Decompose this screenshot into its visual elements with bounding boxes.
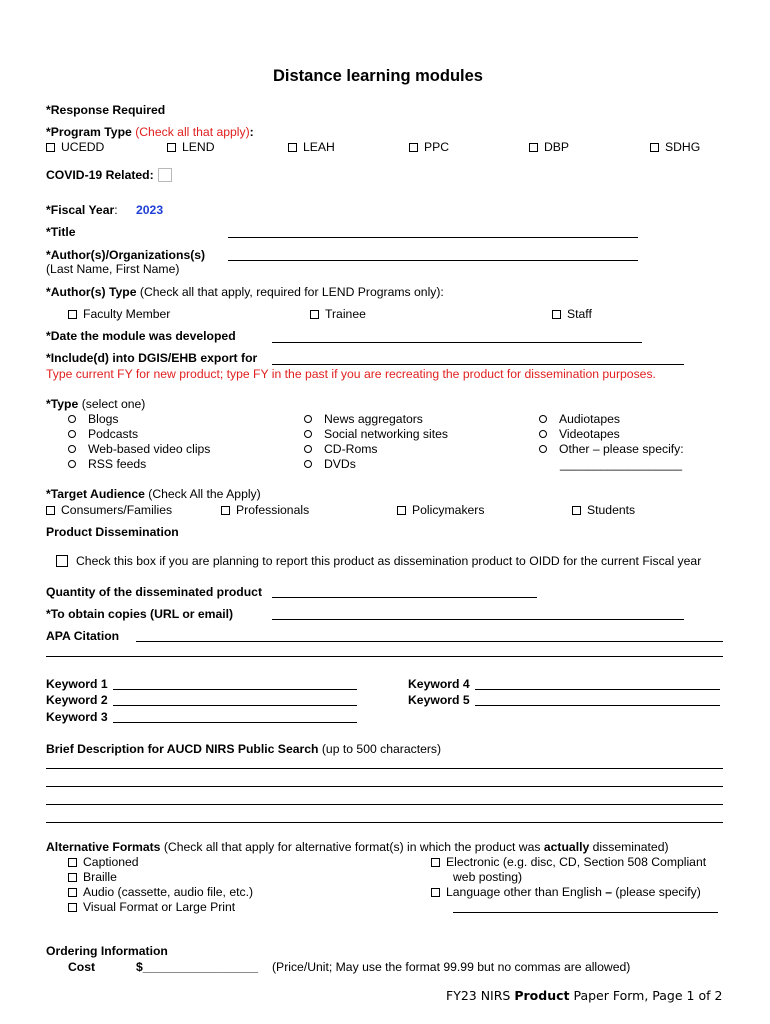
response-required-note: *Response Required bbox=[46, 103, 166, 117]
checkbox-icon[interactable] bbox=[46, 143, 55, 152]
include-export-note: Type current FY for new product; type FY in the past if you are recreating the product for dissemination purposes. bbox=[46, 367, 656, 381]
alt-format-language[interactable]: Language other than English – (please specify) bbox=[431, 885, 706, 900]
checkbox-icon[interactable] bbox=[572, 506, 581, 515]
radio-icon[interactable] bbox=[539, 415, 547, 423]
keyword-1-label: Keyword 1 bbox=[46, 677, 108, 691]
author-type-staff[interactable]: Staff bbox=[552, 307, 592, 322]
product-dissemination-label: Product Dissemination bbox=[46, 525, 179, 539]
audience-students[interactable]: Students bbox=[572, 503, 635, 518]
checkbox-icon[interactable] bbox=[310, 310, 319, 319]
radio-icon[interactable] bbox=[304, 460, 312, 468]
radio-icon[interactable] bbox=[539, 430, 547, 438]
fiscal-year-value[interactable]: 2023 bbox=[136, 203, 164, 217]
alt-format-electronic-cont: web posting) bbox=[453, 870, 523, 884]
alt-formats-label: Alternative Formats (Check all that apply for alternative format(s) in which the product was actually disseminated) bbox=[46, 840, 669, 854]
authors-sublabel: (Last Name, First Name) bbox=[46, 262, 180, 276]
checkbox-icon[interactable] bbox=[68, 310, 77, 319]
checkbox-icon[interactable] bbox=[167, 143, 176, 152]
type-option-web-video[interactable]: Web-based video clips bbox=[68, 442, 210, 457]
alt-formats-left bbox=[68, 855, 253, 915]
covid-checkbox[interactable] bbox=[158, 168, 172, 182]
cost-input[interactable]: $_________________ bbox=[136, 960, 259, 974]
type-option-audiotapes[interactable]: Audiotapes bbox=[539, 412, 684, 427]
keyword-2-input-line[interactable] bbox=[113, 705, 357, 706]
alt-formats-right bbox=[431, 855, 706, 900]
cost-note: (Price/Unit; May use the format 99.99 but no commas are allowed) bbox=[272, 960, 631, 974]
apa-citation-line-2[interactable] bbox=[46, 656, 723, 657]
type-option-news[interactable]: News aggregators bbox=[304, 412, 448, 427]
alt-format-audio[interactable]: Audio (cassette, audio file, etc.) bbox=[68, 885, 253, 900]
quantity-label: Quantity of the disseminated product bbox=[46, 585, 263, 599]
alt-format-electronic[interactable]: Electronic (e.g. disc, CD, Section 508 Compliant bbox=[431, 855, 706, 870]
alt-format-captioned[interactable]: Captioned bbox=[68, 855, 253, 870]
type-option-blogs[interactable]: Blogs bbox=[68, 412, 210, 427]
radio-icon[interactable] bbox=[68, 445, 76, 453]
type-option-cdroms[interactable]: CD-Roms bbox=[304, 442, 448, 457]
author-type-faculty[interactable]: Faculty Member bbox=[68, 307, 170, 322]
keyword-3-input-line[interactable] bbox=[113, 722, 357, 723]
checkbox-icon[interactable] bbox=[529, 143, 538, 152]
apa-citation-label: APA Citation bbox=[46, 629, 120, 643]
checkbox-icon[interactable] bbox=[46, 506, 55, 515]
language-specify-line[interactable] bbox=[453, 912, 718, 913]
checkbox-icon[interactable] bbox=[68, 873, 77, 882]
apa-citation-line-1[interactable] bbox=[136, 641, 723, 642]
covid-related-field: COVID-19 Related: bbox=[46, 168, 172, 183]
program-option-leah[interactable]: LEAH bbox=[288, 140, 335, 155]
audience-consumers[interactable]: Consumers/Families bbox=[46, 503, 172, 518]
title-label: *Title bbox=[46, 225, 76, 239]
program-option-dbp[interactable]: DBP bbox=[529, 140, 569, 155]
type-column-2 bbox=[304, 412, 448, 472]
brief-description-line-3[interactable] bbox=[46, 804, 723, 805]
author-type-label: *Author(s) Type (Check all that apply, required for LEND Programs only): bbox=[46, 285, 444, 299]
brief-description-label: Brief Description for AUCD NIRS Public Search (up to 500 characters) bbox=[46, 742, 442, 756]
keyword-5-label: Keyword 5 bbox=[408, 693, 470, 707]
program-type-hint: (Check all that apply) bbox=[135, 125, 250, 139]
obtain-copies-input-line[interactable] bbox=[272, 619, 684, 620]
type-option-videotapes[interactable]: Videotapes bbox=[539, 427, 684, 442]
keyword-1-input-line[interactable] bbox=[113, 689, 357, 690]
brief-description-line-1[interactable] bbox=[46, 768, 723, 769]
keyword-5-input-line[interactable] bbox=[475, 705, 720, 706]
include-export-label: *Include(d) into DGIS/EHB export for bbox=[46, 351, 258, 365]
program-option-ppc[interactable]: PPC bbox=[409, 140, 449, 155]
audience-professionals[interactable]: Professionals bbox=[221, 503, 309, 518]
checkbox-icon[interactable] bbox=[409, 143, 418, 152]
keyword-3-label: Keyword 3 bbox=[46, 710, 108, 724]
include-export-input-line[interactable] bbox=[272, 364, 684, 365]
target-audience-label: *Target Audience (Check All the Apply) bbox=[46, 487, 261, 501]
radio-icon[interactable] bbox=[539, 445, 547, 453]
type-other-specify-line[interactable]: __________________ bbox=[560, 457, 683, 471]
page-footer: FY23 NIRS Product Paper Form, Page 1 of 2 bbox=[446, 988, 723, 1003]
checkbox-icon[interactable] bbox=[68, 903, 77, 912]
radio-icon[interactable] bbox=[68, 430, 76, 438]
radio-icon[interactable] bbox=[68, 415, 76, 423]
fiscal-year-label: *Fiscal Year: bbox=[46, 203, 118, 217]
radio-icon[interactable] bbox=[304, 415, 312, 423]
type-option-podcasts[interactable]: Podcasts bbox=[68, 427, 210, 442]
checkbox-icon[interactable] bbox=[288, 143, 297, 152]
dissemination-checkbox-row[interactable]: Check this box if you are planning to report this product as dissemination product to OIDD for the current Fiscal year bbox=[56, 554, 701, 569]
brief-description-line-4[interactable] bbox=[46, 822, 723, 823]
type-column-1 bbox=[68, 412, 210, 472]
type-column-3 bbox=[539, 412, 684, 472]
keyword-4-input-line[interactable] bbox=[475, 689, 720, 690]
program-option-sdhg[interactable]: SDHG bbox=[650, 140, 700, 155]
program-type-label: *Program Type (Check all that apply): bbox=[46, 125, 254, 139]
dissemination-checkbox[interactable] bbox=[56, 555, 68, 567]
date-developed-input-line[interactable] bbox=[272, 342, 642, 343]
checkbox-icon[interactable] bbox=[68, 858, 77, 867]
type-option-dvds[interactable]: DVDs bbox=[304, 457, 448, 472]
date-developed-label: *Date the module was developed bbox=[46, 329, 236, 343]
page-title: Distance learning modules bbox=[273, 67, 483, 85]
radio-icon[interactable] bbox=[304, 445, 312, 453]
cost-label: Cost bbox=[68, 960, 96, 974]
checkbox-icon[interactable] bbox=[68, 888, 77, 897]
type-option-rss[interactable]: RSS feeds bbox=[68, 457, 210, 472]
checkbox-icon[interactable] bbox=[397, 506, 406, 515]
keyword-4-label: Keyword 4 bbox=[408, 677, 470, 691]
title-input-line[interactable] bbox=[228, 237, 638, 238]
obtain-copies-label: *To obtain copies (URL or email) bbox=[46, 607, 234, 621]
checkbox-icon[interactable] bbox=[431, 858, 440, 867]
program-option-lend[interactable]: LEND bbox=[167, 140, 215, 155]
quantity-input-line[interactable] bbox=[272, 597, 537, 598]
type-option-social[interactable]: Social networking sites bbox=[304, 427, 448, 442]
ordering-info-label: Ordering Information bbox=[46, 944, 168, 958]
checkbox-icon[interactable] bbox=[552, 310, 561, 319]
type-label: *Type (select one) bbox=[46, 397, 146, 411]
alt-format-visual[interactable]: Visual Format or Large Print bbox=[68, 900, 253, 915]
keyword-2-label: Keyword 2 bbox=[46, 693, 108, 707]
radio-icon[interactable] bbox=[304, 430, 312, 438]
radio-icon[interactable] bbox=[68, 460, 76, 468]
authors-input-line[interactable] bbox=[228, 260, 638, 261]
authors-label: *Author(s)/Organizations(s) bbox=[46, 248, 206, 262]
brief-description-line-2[interactable] bbox=[46, 786, 723, 787]
audience-policymakers[interactable]: Policymakers bbox=[397, 503, 484, 518]
checkbox-icon[interactable] bbox=[221, 506, 230, 515]
checkbox-icon[interactable] bbox=[650, 143, 659, 152]
alt-format-braille[interactable]: Braille bbox=[68, 870, 253, 885]
checkbox-icon[interactable] bbox=[431, 888, 440, 897]
program-option-ucedd[interactable]: UCEDD bbox=[46, 140, 104, 155]
type-option-other[interactable]: Other – please specify: bbox=[539, 442, 684, 457]
author-type-trainee[interactable]: Trainee bbox=[310, 307, 366, 322]
